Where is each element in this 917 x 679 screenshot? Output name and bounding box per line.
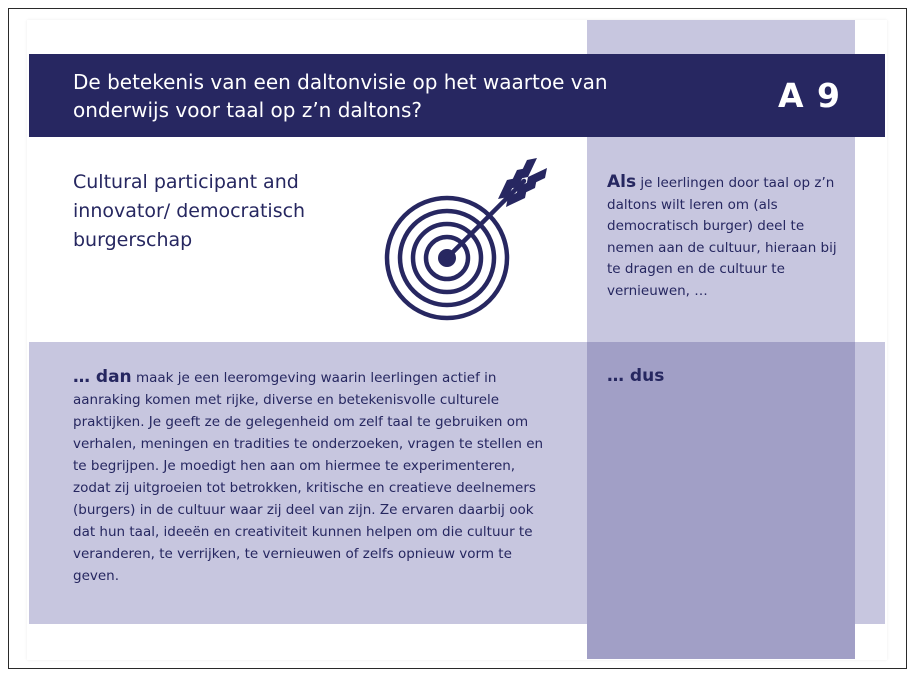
target-arrow-icon <box>380 150 560 325</box>
body-body: maak je een leeromgeving waarin leerlingen actief in aanraking komen met rijke, diverse en betekenisvolle culturele praktijken. Je geeft ze de gelegenheid om zelf taal te gebruiken om verhalen, meningen en tradities te onderzoeken, vragen te stellen en te begrijpen. Je moedigt hen aan om hiermee te experimenteren, zodat zij uitgroeien tot betrokken, kritische en creatieve deelnemers (burgers) in de cultuur waar zij deel van zijn. Ze ervaren daarbij ook dat hun taal, ideeën en creativiteit kunnen helpen om die cultuur te veranderen, te verrijken, te vernieuwen of zelfs opnieuw vorm te geven. <box>73 370 544 584</box>
body-band-edge <box>855 342 885 624</box>
header-title: De betekenis van een daltonvisie op het waartoe van onderwijs voor taal op z’n daltons? <box>73 70 608 122</box>
intro-lead: Als <box>607 172 637 192</box>
body-lead: … dan <box>73 367 132 387</box>
intro-text <box>607 172 847 302</box>
intro-body: je leerlingen door taal op z’n daltons wilt leren om (als democratisch burger) deel te nemen aan de cultuur, hieraan bij te dragen en de cultuur te vernieuwen, … <box>607 175 837 299</box>
right-column-bottom <box>587 342 855 659</box>
body-paragraph <box>73 366 553 587</box>
card-code: A 9 <box>778 76 841 115</box>
subtitle: Cultural participant and innovator/ democratisch burgerschap <box>73 171 306 251</box>
header-bar <box>29 54 885 137</box>
dus-label: … dus <box>607 366 665 386</box>
